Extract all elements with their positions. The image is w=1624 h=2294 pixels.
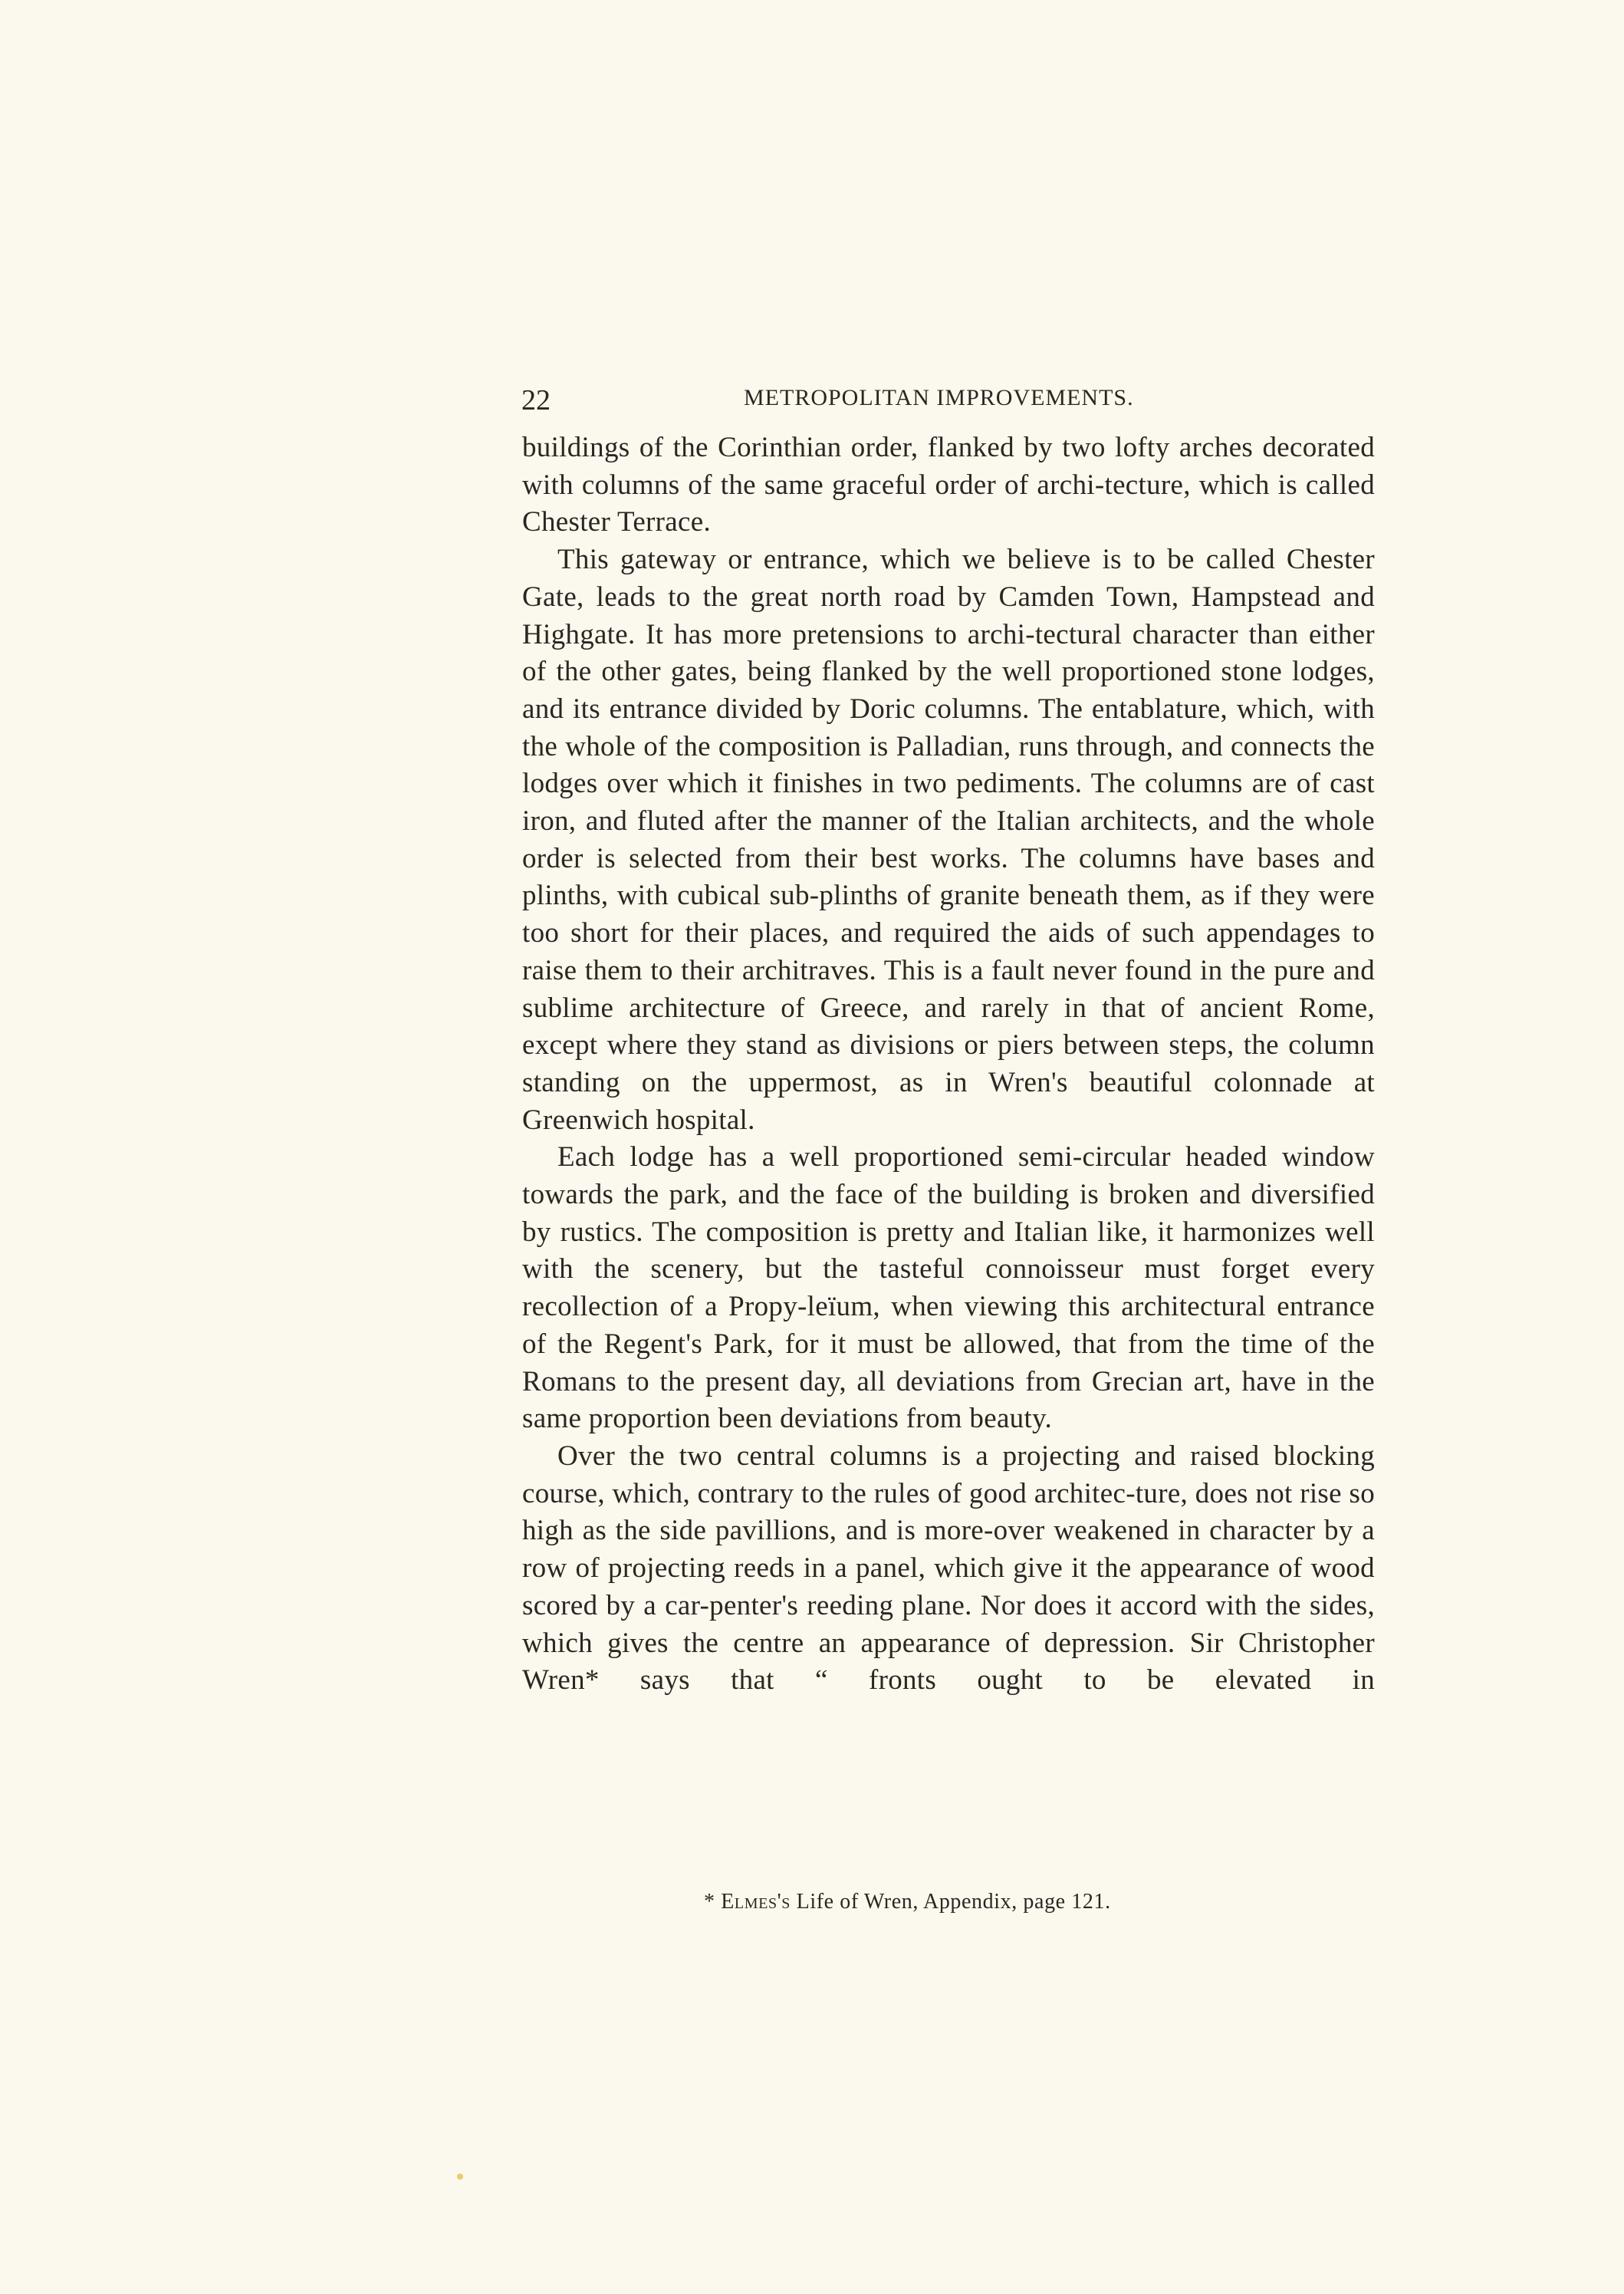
footnote-author: Elmes's	[721, 1890, 791, 1914]
page-number: 22	[521, 384, 551, 416]
page-header	[521, 377, 1211, 423]
paragraph-3: Each lodge has a well proportioned semi-circular headed window towards the park, and the face of the building is broken and diversified by rustics. The composition is pretty and Italian like, it harmonizes well with the scenery, but the tasteful connoisseur must forget every recollection of a Propy-leïum, when viewing this architectural entrance of the Regent's Park, for it must be allowed, that from the time of the Romans to the present day, all deviations from Grecian art, have in the same proportion been deviations from beauty.	[522, 1141, 1375, 1435]
body-text	[522, 430, 1375, 1700]
paragraph-4: Over the two central columns is a projecting and raised blocking course, which, contrary to the rules of good architec-ture, does not rise so high as the side pavillions, and is more-over weakened in character by a row of projecting reeds in a panel, which give it the appearance of wood scored by a car-penter's reeding plane. Nor does it accord with the sides, which gives the centre an appearance of depression. Sir Christopher Wren* says that “ fronts ought to be elevated in	[522, 1440, 1375, 1697]
footnote	[704, 1890, 1111, 1914]
paragraph-2: This gateway or entrance, which we believe is to be called Chester Gate, leads to the great north road by Camden Town, Hampstead and Highgate. It has more pretensions to archi-tectural character than either of the other gates, being flanked by the well proportioned stone lodges, and its entrance divided by Doric columns. The entablature, which, with the whole of the composition is Palladian, runs through, and connects the lodges over which it finishes in two pediments. The columns are of cast iron, and fluted after the manner of the Italian architects, and the whole order is selected from their best works. The columns have bases and plinths, with cubical sub-plinths of granite beneath them, as if they were too short for their places, and required the aids of such appendages to raise them to their architraves. This is a fault never found in the pure and sublime architecture of Greece, and rarely in that of ancient Rome, except where they stand as divisions or piers between steps, the column standing on the uppermost, as in Wren's beautiful colonnade at Greenwich hospital.	[522, 544, 1375, 1136]
footnote-marker: *	[704, 1890, 715, 1914]
footnote-text: Life of Wren, Appendix, page 121.	[796, 1890, 1111, 1914]
running-head: METROPOLITAN IMPROVEMENTS.	[744, 385, 1134, 410]
paper-speck	[457, 2174, 463, 2180]
paragraph-1: buildings of the Corinthian order, flanked by two lofty arches decorated with columns of the same graceful order of archi-tecture, which is called Chester Terrace.	[522, 432, 1375, 538]
